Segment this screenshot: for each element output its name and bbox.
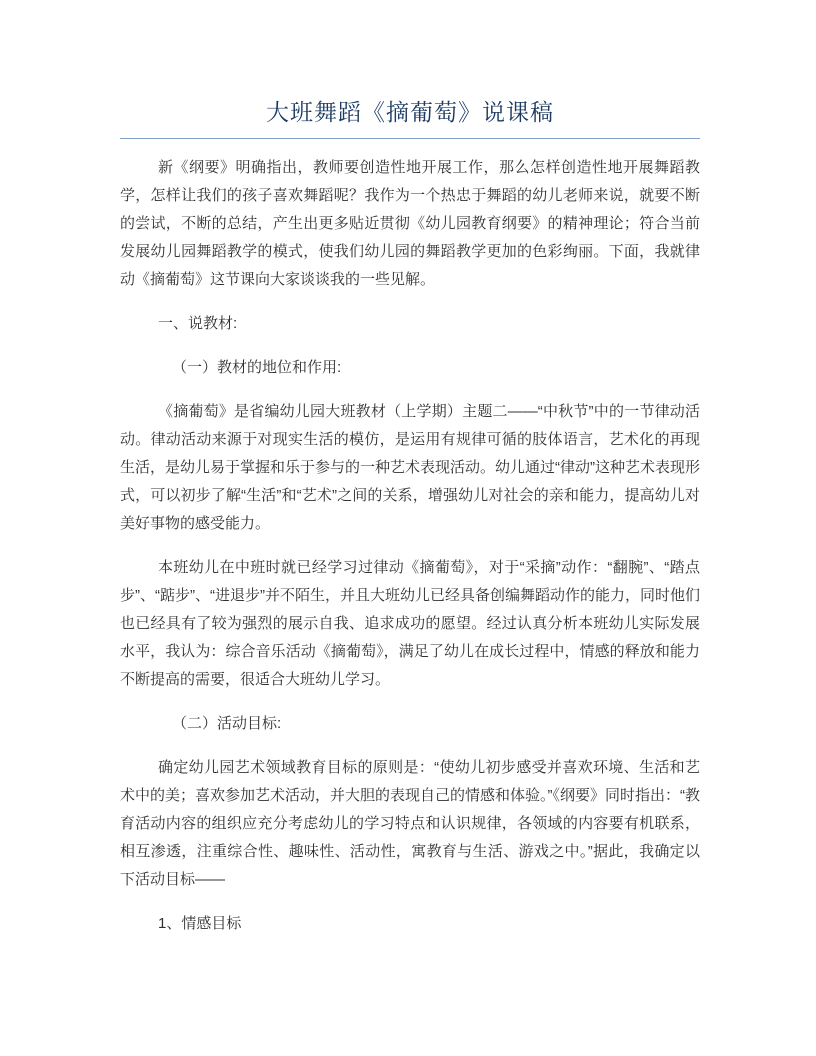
document-title: 大班舞蹈《摘葡萄》说课稿	[120, 96, 700, 139]
paragraph-intro: 新《纲要》明确指出，教师要创造性地开展工作，那么怎样创造性地开展舞蹈教学，怎样让我们的孩子喜欢舞蹈呢？我作为一个热忠于舞蹈的幼儿老师来说，就要不断的尝试，不断的总结，产生出更多贴近贯彻《幼儿园教育纲要》的精神理论；符合当前发展幼儿园舞蹈教学的模式，使我们幼儿园的舞蹈教学更加的色彩绚丽。下面，我就律动《摘葡萄》这节课向大家谈谈我的一些见解。	[120, 159, 700, 288]
subsection-heading-activity-goals: （二）活动目标:	[172, 715, 282, 732]
list-item-emotional-goal: 1、情感目标	[158, 915, 242, 932]
paragraph-material-description: 《摘葡萄》是省编幼儿园大班教材（上学期）主题二——“中秋节”中的一节律动活动。律动活动来源于对现实生活的模仿，是运用有规律可循的肢体语言，艺术化的再现生活，是幼儿易于掌握和乐于参与的一种艺术表现活动。幼儿通过“律动”这种艺术表现形式，可以初步了解“生活”和“艺术”之间的关系，增强幼儿对社会的亲和能力，提高幼儿对美好事物的感受能力。	[120, 403, 700, 532]
document-body	[120, 154, 700, 938]
section-heading-teaching-material: 一、说教材:	[158, 315, 238, 332]
paragraph-class-analysis: 本班幼儿在中班时就已经学习过律动《摘葡萄》，对于“采摘”动作：“翻腕”、“踏点步”、“踮步”、“进退步”并不陌生，并且大班幼儿已经具备创编舞蹈动作的能力，同时他们也已经具有了较为强烈的展示自我、追求成功的愿望。经过认真分析本班幼儿实际发展水平，我认为：综合音乐活动《摘葡萄》，满足了幼儿在成长过程中，情感的释放和能力不断提高的需要，很适合大班幼儿学习。	[120, 559, 700, 688]
paragraph-goal-principles: 确定幼儿园艺术领域教育目标的原则是：“使幼儿初步感受并喜欢环境、生活和艺术中的美；喜欢参加艺术活动，并大胆的表现自己的情感和体验。”《纲要》同时指出：“教育活动内容的组织应充分考虑幼儿的学习特点和认识规律，各领域的内容要有机联系，相互渗透，注重综合性、趣味性、活动性，寓教育与生活、游戏之中。”据此，我确定以下活动目标——	[120, 759, 700, 888]
document-content	[120, 96, 700, 954]
subsection-heading-material-role: （一）教材的地位和作用:	[172, 359, 342, 376]
